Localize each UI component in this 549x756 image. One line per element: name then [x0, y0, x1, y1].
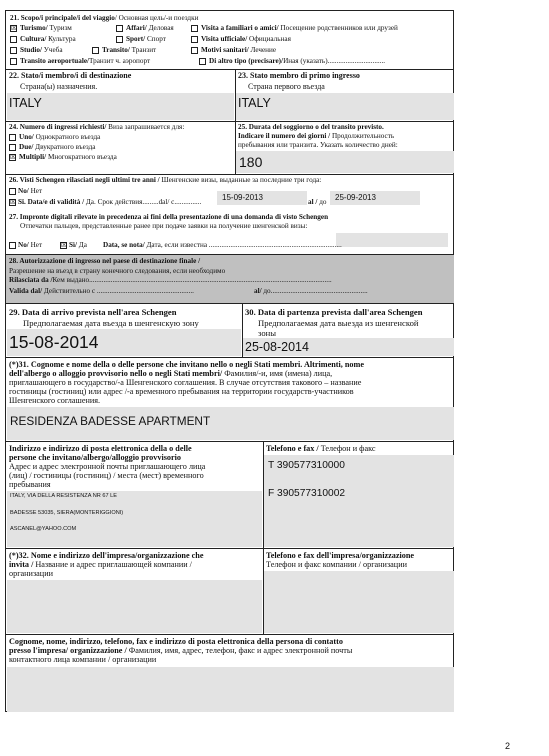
s30-value: 25-08-2014: [245, 340, 309, 354]
address-title-line1: Indirizzo e indirizzo di posta elettronica della o delle: [9, 444, 192, 453]
label-transito: Transito/ Транзит: [102, 46, 157, 54]
s30-subtitle: Предполагаемая дата выезда из шенгенской: [258, 318, 419, 328]
s23-value: ITALY: [238, 96, 271, 110]
label-sport: Sport/ Спорт: [126, 35, 166, 43]
label-aeroportuale: Transito aeroportuale/Транзит ч. аэропорт: [20, 57, 151, 65]
checkbox-s27-si[interactable]: ☒: [61, 241, 68, 249]
checkbox-turismo[interactable]: ☒: [11, 24, 18, 32]
s21-title: 21. Scopo/i principale/i del viaggio/ Основная цель/-и поездки: [10, 14, 199, 22]
checkbox-altro[interactable]: [199, 58, 206, 65]
s31-title-line2: dell'albergo o alloggio provvisorio nello o negli Stati membri/ Фамилия/-и, имя (имена) лица,: [9, 369, 333, 378]
s31-value: RESIDENZA BADESSE APARTMENT: [10, 414, 211, 428]
phone-tel: T 390577310000: [268, 460, 345, 471]
s29-subtitle: Предполагаемая дата въезда в шенгенскую зону: [23, 318, 199, 328]
contact-title-line3: контактного лица компании / организации: [9, 655, 157, 664]
address-title-line5: пребывания: [9, 480, 51, 489]
phone-title: Telefono e fax / Телефон и факс: [266, 444, 376, 453]
s32-field[interactable]: [7, 580, 262, 633]
s26-title: 26. Visti Schengen rilasciati negli ultimi tre anni / Шенгенские визы, выданные за последние три года:: [9, 176, 322, 184]
s32-title-line1: (*)32. Nome e indirizzo dell'impresa/organizzazione che: [9, 551, 204, 560]
checkbox-due[interactable]: [9, 144, 16, 151]
phone-fax: F 390577310002: [268, 488, 346, 499]
s32-phone-subtitle: Телефон и факс компании / организации: [266, 560, 407, 569]
label-famiglia: Visita a familiari o amici/ Посещение родственников или друзей: [201, 24, 398, 32]
s23-title: 23. Stato membro di primo ingresso: [238, 71, 360, 80]
s26-date-to: 25-09-2013: [335, 193, 376, 202]
address-title-line4: (лиц) / гостиницы (гостиниц) / места (мест) временного: [9, 471, 204, 480]
checkbox-affari[interactable]: [116, 25, 123, 32]
s31-title-line1: (*)31. Cognome e nome della o delle persone che invitano nello o negli Stati membri. Altrimenti, nome: [9, 360, 364, 369]
checkbox-s26-si[interactable]: ☒: [10, 198, 17, 206]
s25-field[interactable]: [236, 151, 454, 173]
s32-phone-title: Telefono e fax dell'impresa/organizzazione: [266, 551, 415, 560]
label-s27-data: Data, se nota/ Дата, если известна ..........................................................................: [103, 241, 342, 249]
s25-value: 180: [239, 154, 263, 170]
label-altro: Di altro tipo (precisare)/Иная (указать)................................: [209, 57, 386, 65]
s31-title-line5: Шенгенского соглашения.: [9, 396, 101, 405]
s30-title: 30. Data di partenza prevista dall'area Schengen: [245, 307, 423, 317]
label-uno: Uno/ Однократного въезда: [19, 133, 101, 141]
checkbox-famiglia[interactable]: [191, 25, 198, 32]
s31-title-line3: приглашающего в государство/-а Шенгенского соглашения. В случае отсутствия такового – название: [9, 378, 362, 387]
visa-form-page: [5, 10, 454, 712]
label-turismo: Turismo/ Туризм: [20, 24, 72, 32]
s31-title-line4: гостиницы (гостиниц) или адрес /-а временного пребывания на территории государств-участников: [9, 387, 354, 396]
s30-subtitle-line2: зоны: [258, 328, 277, 338]
s32-title-line3: организации: [9, 569, 53, 578]
label-s27-si: Sì/ Да: [69, 241, 87, 249]
address-line3: ASCANEL@YAHOO.COM: [10, 526, 77, 532]
label-ufficiale: Visita ufficiale/ Официальная: [201, 35, 291, 43]
address-title-line2: persone che invitano/albergo/alloggio provvisorio: [9, 453, 182, 462]
label-cultura: Cultura/ Культура: [20, 35, 76, 43]
contact-title-line1: Cognome, nome, indirizzo, telefono, fax e indirizzo di posta elettronica della persona di contatto: [9, 637, 343, 646]
checkbox-sanitari[interactable]: [191, 47, 198, 54]
contact-field[interactable]: [7, 667, 454, 712]
page-number: 2: [505, 741, 511, 751]
address-field[interactable]: [7, 491, 262, 547]
s24-title: 24. Numero di ingressi richiesti/ Виза запрашивается для:: [9, 123, 185, 131]
label-studio: Studio/ Учеба: [20, 46, 63, 54]
s27-date-field[interactable]: [336, 233, 448, 247]
label-affari: Affari/ Деловая: [126, 24, 174, 32]
address-line1: ITALY, VIA DELLA RESISTENZA NR 67 LE: [10, 493, 117, 499]
contact-title-line2: presso l'impresa/ organizzazione / Фамилия, имя, адрес, телефон, факс и адрес электронной почты: [9, 646, 353, 655]
checkbox-studio[interactable]: [10, 47, 17, 54]
checkbox-transito[interactable]: [92, 47, 99, 54]
s32-phone-field[interactable]: [264, 571, 454, 633]
s28-rilasciata: Rilasciata da /Кем выдано.......................................................................................................................................: [9, 276, 332, 284]
s22-title: 22. Stato/i membro/i di destinazione: [9, 71, 132, 80]
s28-title: 28. Autorizzazione di ingresso nel paese di destinazione finale /: [9, 257, 201, 265]
label-s26-si: Si. Data/e di validità / Да. Срок действия.........dal/ с...............: [18, 198, 202, 206]
label-due: Due/ Двукратного въезда: [19, 143, 96, 151]
s28-al: al/ до......................................................: [254, 287, 368, 295]
s25-line2: Indicare il numero dei giorni / Продолжительность: [238, 132, 395, 140]
s27-title-ru: Отпечатки пальцев, представленные ранее при подаче заявки на получение шенгенской визы:: [20, 222, 308, 230]
address-line2: BADESSE 53035, SIERA(MONTERIGGIONI): [10, 510, 124, 516]
label-sanitari: Motivi sanitari/ Лечение: [201, 46, 277, 54]
label-multipli: Multipli/ Многократного въезда: [19, 153, 117, 161]
checkbox-s26-no[interactable]: [9, 188, 16, 195]
label-s26-al: al / до: [308, 198, 327, 206]
checkbox-uno[interactable]: [9, 134, 16, 141]
checkbox-ufficiale[interactable]: [191, 36, 198, 43]
s28-title-ru: Разрешение на въезд в страну конечного следования, если необходимо: [9, 267, 226, 275]
s26-date-from: 15-09-2013: [222, 193, 263, 202]
checkbox-multipli[interactable]: ☒: [10, 153, 17, 161]
checkbox-cultura[interactable]: [10, 36, 17, 43]
s25-line3: пребывания или транзита. Указать количество дней:: [238, 141, 398, 149]
s22-subtitle: Страна(ы) назначения.: [20, 82, 98, 91]
checkbox-aeroportuale[interactable]: [10, 58, 17, 65]
s23-subtitle: Страна первого въезда: [248, 82, 325, 91]
label-s26-no: No/ Нет: [18, 187, 43, 195]
s32-title-line2: invita / Название и адрес приглашающей компании /: [9, 560, 192, 569]
address-title-line3: Адрес и адрес электронной почты приглашающего лица: [9, 462, 206, 471]
s29-value: 15-08-2014: [9, 332, 99, 352]
s22-value: ITALY: [9, 96, 42, 110]
checkbox-sport[interactable]: [116, 36, 123, 43]
checkbox-s27-no[interactable]: [9, 242, 16, 249]
s25-title: 25. Durata del soggiorno o del transito previsto.: [238, 123, 384, 131]
label-s27-no: No/ Нет: [18, 241, 43, 249]
s29-title: 29. Data di arrivo prevista nell'area Schengen: [9, 307, 177, 317]
s28-valida: Valida dal/ Действительно с ......................................................: [9, 287, 194, 295]
s27-title: 27. Impronte digitali rilevate in precedenza ai fini della presentazione di una domanda di visto Schengen: [9, 213, 329, 221]
